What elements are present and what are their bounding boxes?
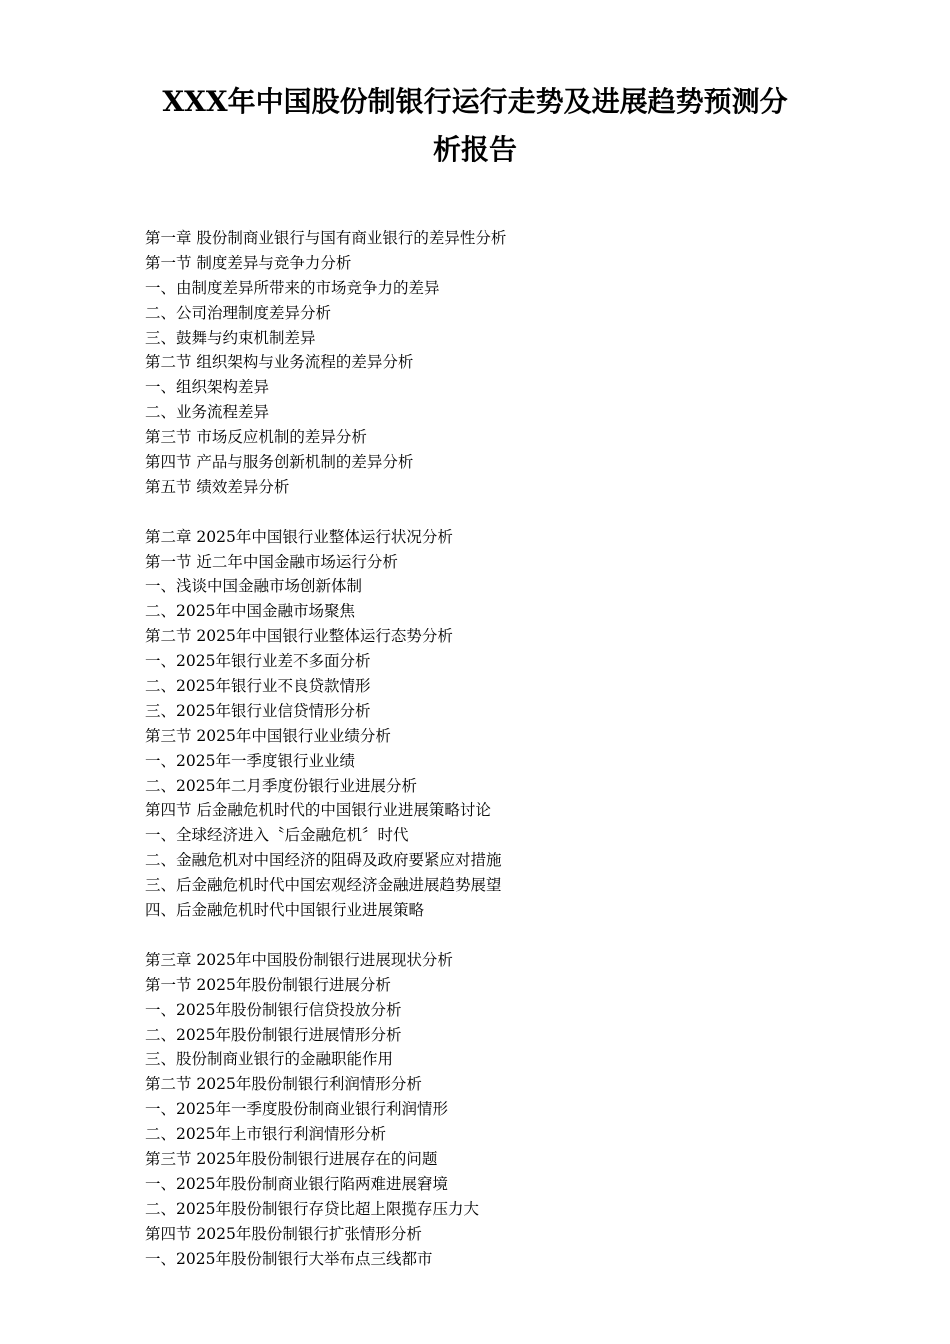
toc-entry: 第三节 2025年中国银行业业绩分析 [145,726,391,745]
toc-entry: 第二章 2025年中国银行业整体运行状况分析 [145,527,453,546]
toc-entry: 第四节 后金融危机时代的中国银行业进展策略讨论 [145,801,491,820]
toc-entry: 二、2025年股份制银行存贷比超上限揽存压力大 [145,1199,479,1218]
toc-entry: 第三节 市场反应机制的差异分析 [145,428,367,447]
table-of-contents [145,226,845,1271]
toc-entry: 一、2025年股份制银行信贷投放分析 [145,1000,402,1019]
toc-entry: 二、2025年银行业不良贷款情形 [145,677,371,696]
toc-entry: 二、金融危机对中国经济的阻碍及政府要紧应对措施 [145,851,502,870]
title-line-1: XXX年中国股份制银行运行走势及进展趋势预测分 [162,85,788,118]
toc-entry: 第三节 2025年股份制银行进展存在的问题 [145,1149,438,1168]
toc-entry: 一、2025年股份制商业银行陷两难进展窘境 [145,1174,448,1193]
toc-entry: 四、后金融危机时代中国银行业进展策略 [145,901,425,920]
toc-entry: 第四节 2025年股份制银行扩张情形分析 [145,1224,422,1243]
toc-entry: 一、全球经济进入〝后金融危机〞时代 [145,826,409,845]
toc-entry: 第二节 2025年股份制银行利润情形分析 [145,1075,422,1094]
toc-entry: 一、2025年银行业差不多面分析 [145,652,371,671]
toc-entry: 第二节 组织架构与业务流程的差异分析 [145,353,414,372]
toc-entry: 第一节 制度差异与竞争力分析 [145,253,352,272]
toc-entry: 三、鼓舞与约束机制差异 [145,328,316,347]
toc-entry: 二、业务流程差异 [145,403,270,422]
toc-entry: 第二节 2025年中国银行业整体运行态势分析 [145,627,453,646]
toc-entry: 三、后金融危机时代中国宏观经济金融进展趋势展望 [145,876,502,895]
toc-spacer [145,500,845,525]
toc-entry: 二、公司治理制度差异分析 [145,303,332,322]
title-line-2: 析报告 [432,133,517,166]
toc-entry: 三、2025年银行业信贷情形分析 [145,701,371,720]
toc-entry: 第一节 近二年中国金融市场运行分析 [145,552,398,571]
toc-entry: 第五节 绩效差异分析 [145,477,290,496]
toc-entry: 一、2025年一季度股份制商业银行利润情形 [145,1100,448,1119]
toc-entry: 第四节 产品与服务创新机制的差异分析 [145,453,414,472]
toc-entry: 第一节 2025年股份制银行进展分析 [145,975,391,994]
toc-entry: 二、2025年二月季度份银行业进展分析 [145,776,417,795]
toc-entry: 二、2025年股份制银行进展情形分析 [145,1025,402,1044]
toc-spacer [145,923,845,948]
toc-entry: 二、2025年上市银行利润情形分析 [145,1125,386,1144]
toc-entry: 三、股份制商业银行的金融职能作用 [145,1050,394,1069]
toc-entry: 第三章 2025年中国股份制银行进展现状分析 [145,950,453,969]
document-title [120,78,830,174]
toc-entry: 第一章 股份制商业银行与国有商业银行的差异性分析 [145,229,507,247]
toc-entry: 一、2025年股份制银行大举布点三线都市 [145,1249,433,1268]
toc-entry: 一、组织架构差异 [145,378,270,397]
toc-entry: 二、2025年中国金融市场聚焦 [145,602,355,621]
toc-entry: 一、浅谈中国金融市场创新体制 [145,577,363,596]
toc-entry: 一、由制度差异所带来的市场竞争力的差异 [145,278,440,297]
toc-entry: 一、2025年一季度银行业业绩 [145,751,355,770]
